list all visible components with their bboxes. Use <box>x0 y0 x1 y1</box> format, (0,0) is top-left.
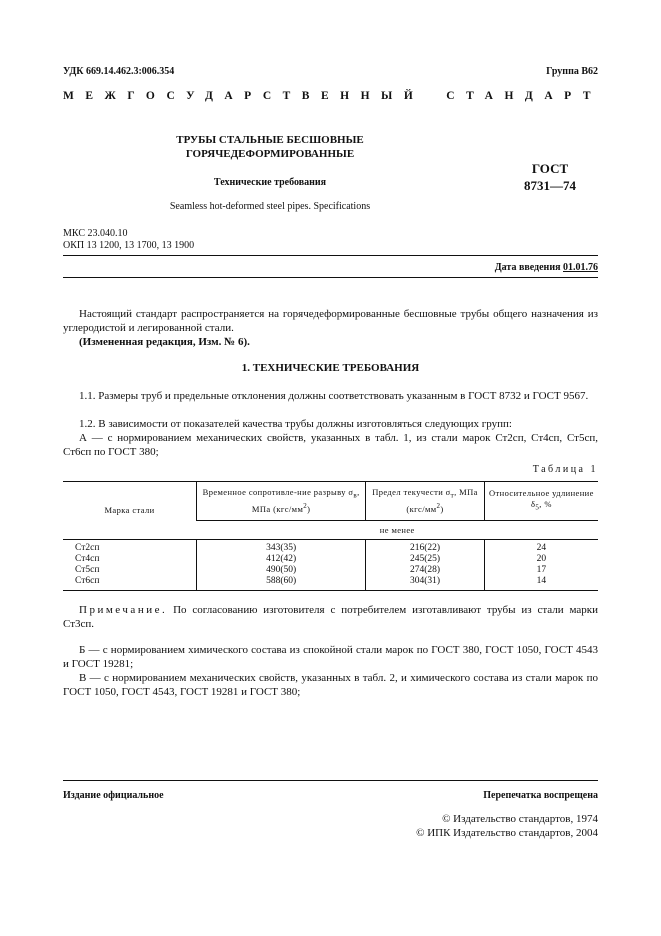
copyright-1974: © Издательство стандартов, 1974 <box>442 813 598 825</box>
subtitle: Технические требования <box>213 177 327 188</box>
header-tensile: Временное сопротивле-ние разрыву $\sigma_в$, МПа $(кгс/мм^2)$ <box>197 482 366 521</box>
english-title: Seamless hot-deformed steel pipes. Specifications <box>169 201 371 212</box>
table-1 <box>63 481 598 591</box>
group-b: Б — с нормированием химического состава из спокойной стали марок по ГОСТ 380, ГОСТ 1050, ГОСТ 4543 и ГОСТ 19281; <box>63 644 598 670</box>
group-v: В — с нормированием механических свойств, указанных в табл. 2, и химического состава из стали марок по ГОСТ 1050, ГОСТ 4543, ГОСТ 19281 и ГОСТ 380; <box>63 672 598 698</box>
official-edition: Издание официальное <box>63 790 164 801</box>
standard-word: СТАНДАРТ <box>446 90 602 102</box>
table-caption: Таблица 1 <box>532 464 598 475</box>
udk-code: УДК 669.14.462.3:006.354 <box>63 66 175 77</box>
divider-footer <box>63 780 598 781</box>
divider-top <box>63 255 598 256</box>
interstate-standard-heading <box>63 90 602 102</box>
intro-date <box>495 262 598 273</box>
table-row: Ст5сп 490(50) 274(28) 17 <box>63 565 598 576</box>
group-code: Группа В62 <box>546 66 598 77</box>
divider-date <box>63 277 598 278</box>
reprint-prohibited: Перепечатка воспрещена <box>483 790 598 801</box>
title-line-1: ТРУБЫ СТАЛЬНЫЕ БЕСШОВНЫЕ <box>176 134 364 146</box>
section-title: 1. ТЕХНИЧЕСКИЕ ТРЕБОВАНИЯ <box>241 362 420 374</box>
header-yield: Предел текучести $\sigma_т$, МПа $(кгс/мм^2)$ <box>366 482 484 521</box>
table-row: Ст6сп 588(60) 304(31) 14 <box>63 576 598 591</box>
classification-codes <box>63 228 194 252</box>
header-elongation: Относительное удлинение $\delta_5$, % <box>484 482 598 521</box>
title-line-2: ГОРЯЧЕДЕФОРМИРОВАННЫЕ <box>185 148 355 160</box>
intro-date-value: 01.01.76 <box>563 262 598 273</box>
copyright-2004: © ИПК Издательство стандартов, 2004 <box>416 827 598 839</box>
gost-label: ГОСТ <box>531 161 569 176</box>
intro-date-label: Дата введения <box>494 262 561 273</box>
clause-1-2: 1.2. В зависимости от показателей качества трубы должны изготовляться следующих групп: <box>79 418 512 430</box>
interstate-word: МЕЖГОСУДАРСТВЕННЫЙ <box>63 90 425 102</box>
okp-code: ОКП 13 1200, 13 1700, 13 1900 <box>63 240 195 251</box>
header-grade: Марка стали <box>63 482 197 540</box>
mks-code: МКС 23.040.10 <box>63 228 128 239</box>
group-a: А — с нормированием механических свойств, указанных в табл. 1, из стали марок Ст2сп, Ст4сп, Ст5сп, Ст6сп по ГОСТ 380; <box>63 432 598 458</box>
amendment-note: (Измененная редакция, Изм. № 6). <box>79 336 250 348</box>
note-label: Примечание. <box>79 604 168 616</box>
clause-1-1: 1.1. Размеры труб и предельные отклонения должны соответствовать указанным в ГОСТ 8732 и ГОСТ 9567. <box>79 390 589 402</box>
table-row: Ст2сп 343(35) 216(22) 24 <box>63 540 598 555</box>
intro-paragraph: Настоящий стандарт распространяется на горячедеформированные бесшовные трубы общего назначения из углеродистой и легированной стали. <box>63 308 598 334</box>
note-text: По согласованию изготовителя с потребителем изготавливают трубы из стали марки Ст3сп. <box>63 604 599 630</box>
table-note <box>63 603 598 631</box>
table-row: Ст4сп 412(42) 245(25) 20 <box>63 554 598 565</box>
gost-number: 8731—74 <box>524 178 576 193</box>
header-min: не менее <box>197 521 599 540</box>
